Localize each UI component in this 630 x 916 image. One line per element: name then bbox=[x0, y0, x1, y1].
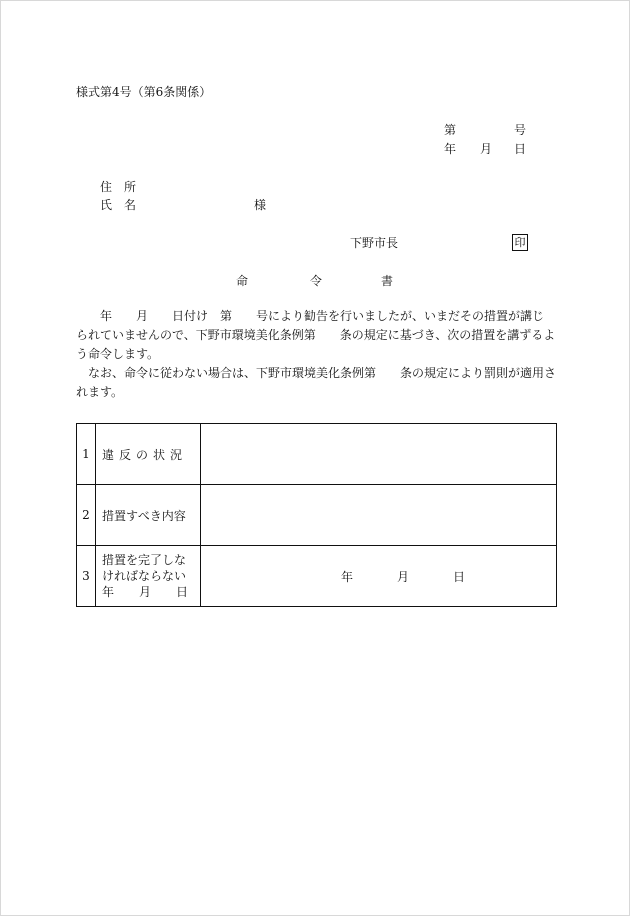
label-year: 年 bbox=[102, 585, 115, 599]
label-day: 日 bbox=[175, 585, 188, 599]
order-body bbox=[76, 307, 558, 402]
date-year-label: 年 bbox=[444, 142, 457, 156]
row-label-violation bbox=[96, 424, 201, 485]
row-label-text: 違反の状況 bbox=[102, 447, 188, 462]
form-id: 様式第4号（第6条関係） bbox=[76, 85, 212, 99]
address-label: 住 所 bbox=[100, 180, 137, 194]
row-value-measures bbox=[201, 485, 557, 546]
issuer: 下野市長 bbox=[350, 236, 399, 250]
row-label-date bbox=[102, 584, 188, 600]
title-char-3: 書 bbox=[381, 274, 394, 288]
row-number: 3 bbox=[77, 546, 96, 607]
table-row bbox=[77, 424, 557, 485]
body-line: なお、命令に従わない場合は、下野市環境美化条例第 条の規定により罰則が適用さ bbox=[76, 366, 557, 380]
body-line: れます。 bbox=[76, 385, 124, 399]
name-label: 氏 名 bbox=[100, 198, 137, 212]
row-label-measures: 措置すべき内容 bbox=[96, 485, 201, 546]
table-row bbox=[77, 485, 557, 546]
deadline-date bbox=[341, 568, 465, 585]
seal-mark bbox=[512, 234, 528, 251]
title-char-1: 命 bbox=[236, 274, 249, 288]
seal-icon: 印 bbox=[512, 234, 528, 251]
honorific: 様 bbox=[254, 198, 267, 212]
date-month-label: 月 bbox=[480, 142, 493, 156]
label-month: 月 bbox=[138, 585, 151, 599]
body-line: う命令します。 bbox=[76, 347, 160, 361]
deadline-month: 月 bbox=[396, 570, 409, 584]
row-number: 2 bbox=[77, 485, 96, 546]
deadline-year: 年 bbox=[341, 570, 354, 584]
deadline-day: 日 bbox=[452, 570, 465, 584]
document-number-prefix: 第 bbox=[444, 123, 457, 137]
row-label-line: 措置を完了しな bbox=[102, 553, 187, 567]
row-label-line: ければならない bbox=[102, 569, 187, 583]
body-line: 年 月 日付け 第 号により勧告を行いましたが、いまだその措置が講じ bbox=[76, 309, 545, 323]
body-line: られていませんので、下野市環境美化条例第 条の規定に基づき、次の措置を講ずるよ bbox=[76, 328, 556, 342]
measures-table bbox=[76, 423, 557, 607]
row-number: 1 bbox=[77, 424, 96, 485]
table-row bbox=[77, 546, 557, 607]
title-char-2: 令 bbox=[310, 274, 323, 288]
row-label-deadline bbox=[96, 546, 201, 607]
document-number-suffix: 号 bbox=[514, 123, 527, 137]
row-value-violation bbox=[201, 424, 557, 485]
date-day-label: 日 bbox=[514, 142, 527, 156]
row-value-deadline bbox=[201, 546, 557, 607]
